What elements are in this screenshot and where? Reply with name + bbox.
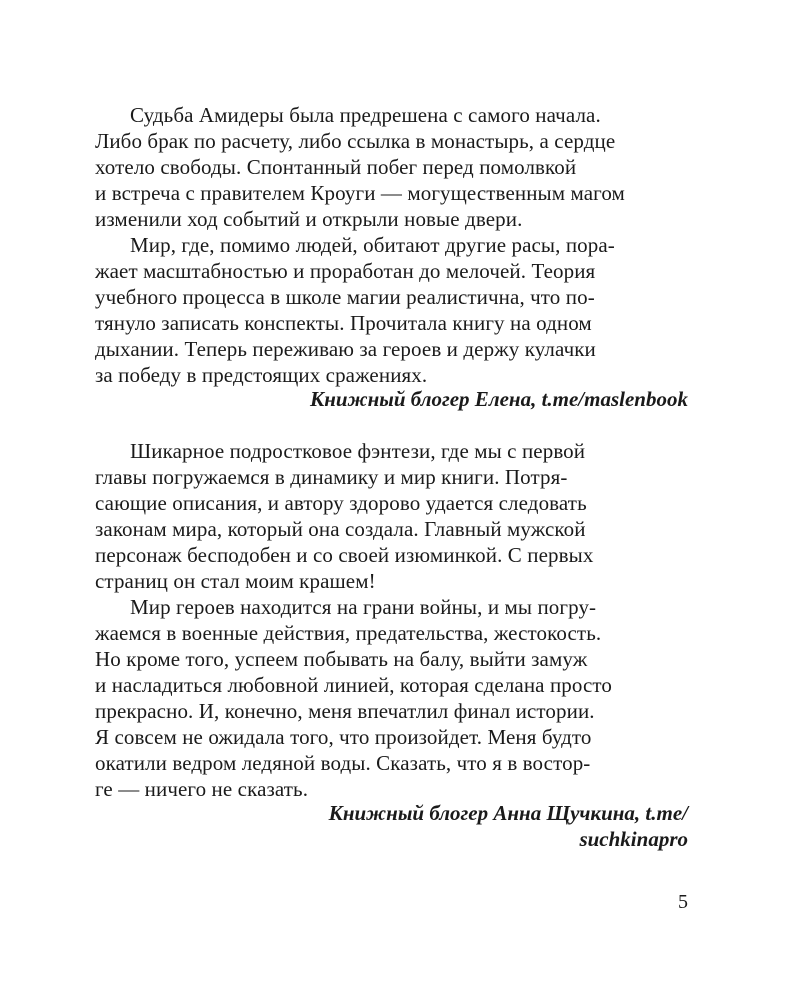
review1-line: тянуло записать конспекты. Прочитала книгу на одном bbox=[95, 311, 592, 335]
review1-line: жает масштабностью и проработан до мелочей. Теория bbox=[95, 259, 596, 283]
review2-line: окатили ведром ледяной воды. Сказать, что я в востор- bbox=[95, 751, 591, 775]
review2-line: и насладиться любовной линией, которая сделана просто bbox=[95, 673, 613, 697]
review1-signature: Книжный блогер Елена, t.me/maslenbook bbox=[310, 387, 688, 411]
review2-line: прекрасно. И, конечно, меня впечатлил финал истории. bbox=[95, 699, 595, 723]
review1-line: дыхании. Теперь переживаю за героев и держу кулачки bbox=[95, 337, 596, 361]
review1-line: изменили ход событий и открыли новые двери. bbox=[95, 207, 523, 231]
review2-line: Но кроме того, успеем побывать на балу, выйти замуж bbox=[95, 647, 588, 671]
review2-line: сающие описания, и автору здорово удается следовать bbox=[95, 491, 587, 515]
review1-line: и встреча с правителем Кроуги — могущественным магом bbox=[95, 181, 625, 205]
page-number: 5 bbox=[678, 891, 688, 913]
review2-line: Шикарное подростковое фэнтези, где мы с первой bbox=[130, 439, 586, 463]
review1-line: учебного процесса в школе магии реалистична, что по- bbox=[95, 285, 595, 309]
review2-line: жаемся в военные действия, предательства, жестокость. bbox=[95, 621, 602, 645]
review1-line: Мир, где, помимо людей, обитают другие расы, пора- bbox=[130, 233, 615, 257]
review2-line: персонаж бесподобен и со своей изюминкой. С первых bbox=[95, 543, 594, 567]
review2-line: Мир героев находится на грани войны, и мы погру- bbox=[130, 595, 597, 619]
review2-line: законам мира, который она создала. Главный мужской bbox=[95, 517, 586, 541]
review1-line: Судьба Амидеры была предрешена с самого начала. bbox=[130, 103, 601, 127]
review2-line: главы погружаемся в динамику и мир книги. Потря- bbox=[95, 465, 568, 489]
review2-line: страниц он стал моим крашем! bbox=[95, 569, 376, 593]
review1-line: Либо брак по расчету, либо ссылка в монастырь, а сердце bbox=[95, 129, 616, 153]
review1-line: хотело свободы. Спонтанный побег перед помолвкой bbox=[95, 155, 577, 179]
review2-line: ге — ничего не сказать. bbox=[95, 777, 309, 801]
review2-line: Я совсем не ожидала того, что произойдет. Меня будто bbox=[95, 725, 592, 749]
review2-signature: suchkinapro bbox=[579, 827, 688, 851]
review2-signature: Книжный блогер Анна Щучкина, t.me/ bbox=[328, 801, 688, 825]
review1-line: за победу в предстоящих сражениях. bbox=[95, 363, 428, 387]
